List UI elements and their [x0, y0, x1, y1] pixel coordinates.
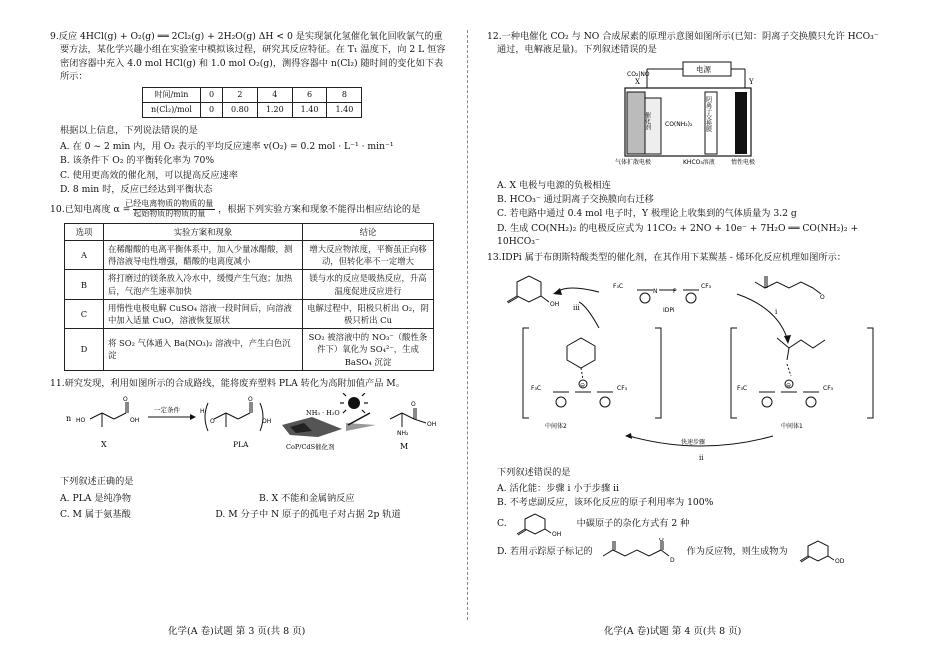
q13-option-c-text: 中碳原子的杂化方式有 2 种: [576, 518, 690, 530]
q10-stem: [50, 200, 448, 219]
svg-text:NH₂: NH₂: [397, 430, 409, 438]
q13-stem: 13.IDPi 属于布朗斯特酸类型的催化剂，在其作用下某羰基 - 烯环化反应机理如图所示：: [487, 252, 846, 264]
step-i-arrow: [737, 294, 787, 338]
electrode-x-label: X: [635, 77, 640, 86]
table-cell: 镁与水的反应是吸热反应，升高温度促进反应进行: [303, 270, 434, 299]
table-cell: 0.80: [223, 102, 258, 117]
q13-option-b: B. 不考虑副反应，该环化反应的原子利用率为 100%: [497, 497, 714, 509]
reactant-structure: [755, 276, 821, 294]
svg-text:HO: HO: [76, 417, 86, 425]
svg-text:N: N: [653, 287, 658, 295]
svg-text:OH: OH: [262, 418, 272, 426]
table-cell: C: [65, 299, 104, 328]
q13-option-c-letter: C.: [497, 518, 507, 530]
svg-text:O: O: [210, 418, 215, 426]
q10-stem-end: ，根据下列实验方案和现象不能得出相应结论的是: [218, 204, 421, 216]
svg-text:OH: OH: [427, 421, 437, 429]
reagent-label: NH₃ · H₂O: [306, 409, 340, 418]
catalytic-cycle-diagram: [487, 268, 887, 464]
step-i-label: i: [775, 307, 778, 316]
svg-text:O: O: [411, 401, 416, 409]
svg-text:CF₃: CF₃: [701, 282, 712, 290]
question-9: [50, 30, 448, 196]
reaction-arrow-head: [190, 414, 196, 420]
svg-text:OH: OH: [130, 417, 140, 425]
svg-text:O: O: [248, 396, 253, 404]
q9-option-c: C. 使用更高效的催化剂，可以提高反应速率: [60, 169, 238, 181]
step-iii-label: iii: [573, 303, 580, 312]
power-supply-label: 电源: [696, 64, 711, 74]
option-c-structure: [513, 511, 571, 537]
q11-option-c: C. M 属于氨基酸: [60, 508, 131, 520]
inert-electrode: [735, 92, 747, 154]
table-cell: 1.40: [292, 102, 327, 117]
ionization-degree-fraction: [125, 199, 215, 219]
table-cell: B: [65, 270, 104, 299]
q12-option-c: C. 若电路中通过 0.4 mol 电子时，Y 极理论上收集到的气体质量为 3.2 g: [497, 208, 797, 220]
product-structure: [507, 276, 549, 303]
q11-stem: 11.研究发现，利用如图所示的合成路线，能将废弃塑料 PLA 转化为高附加值产品 M。: [50, 377, 405, 389]
svg-text:D: D: [669, 556, 675, 564]
q10-stem-start: 10.已知电离度 α =: [50, 204, 131, 216]
intermediate-2-structure: [553, 338, 613, 407]
page-footer-right: 化学(A 卷)试题 第 4 页(共 8 页): [604, 626, 742, 637]
labeled-reactant-structure: [599, 538, 681, 566]
q11-options-row-1: [50, 491, 448, 506]
intermediate-1-structure: [759, 338, 825, 407]
svg-text:O: O: [658, 537, 664, 543]
table-row: [65, 329, 434, 371]
table-cell: 用惰性电极电解 CuSO₄ 溶液一段时间后，向溶液中加入适量 CuO，溶液恢复原状: [104, 299, 303, 328]
question-13: [487, 251, 887, 565]
right-column: [487, 30, 887, 567]
option-d-product-structure: [794, 538, 856, 566]
inert-electrode-label: 惰性电极: [731, 158, 756, 166]
q13-prompt: 下列叙述错误的是: [497, 466, 571, 478]
fraction-numerator: 已经电离物质的物质的量: [125, 199, 214, 209]
fraction-denominator: 起始物质的物质的量: [133, 209, 206, 219]
column-header: 选项: [65, 223, 104, 240]
fast-step-label: 快速步骤: [681, 438, 706, 446]
svg-text:OH: OH: [550, 300, 560, 308]
svg-text:OH: OH: [551, 530, 561, 537]
q13-option-d-text-mid: 作为反应物，则生成物为: [686, 546, 788, 558]
condition-label: 一定条件: [154, 406, 180, 415]
table-row: [65, 299, 434, 328]
svg-text:F₃C: F₃C: [531, 384, 542, 392]
intermediate-1-label: 中间体1: [781, 422, 803, 430]
svg-text:O: O: [123, 396, 128, 404]
table-cell: 4: [257, 88, 292, 103]
electrode-y-label: Y: [749, 77, 754, 86]
product-label: CO(NH₂)₂: [665, 120, 693, 128]
gde-label: 气体扩散电极: [615, 158, 652, 166]
table-cell: 增大反应物浓度，平衡虽正向移动，但转化率不一定增大: [303, 241, 434, 270]
q12-stem: 12.一种电催化 CO₂ 与 NO 合成尿素的原理示意图如图所示(已知：阴离子交换膜只允许 HCO₃⁻ 通过，电解液足量)。下列叙述错误的是: [487, 31, 879, 56]
q11-option-b: B. X 不能和金属钠反应: [259, 493, 355, 505]
q11-option-a: A. PLA 是纯净物: [60, 493, 132, 505]
table-cell: 将打磨过的镁条放入冷水中，缓慢产生气泡；加热后，气泡产生速率加快: [104, 270, 303, 299]
table-cell: 时间/min: [143, 88, 201, 103]
q11-options-row-2: [50, 507, 448, 522]
electrolyte-label: KHCO₃溶液: [683, 158, 715, 166]
table-row: [143, 88, 362, 103]
q9-data-table: [142, 87, 362, 117]
q9-stem: 9.反应 4HCl(g) + O₂(g) ══ 2Cl₂(g) + 2H₂O(g) ΔH < 0 是实现氯化氢催化氧化回收氯气的重要方法，某化学兴趣小组在实验室中模拟该过程，研究其反应特征。在 T₁ 温度下，向 2 L 恒容密闭容器中充入 4.0 mol HCl(g) 和 1.0 mol O₂(g)，测得容器中 n(Cl₂) 随时间的变化如下表所示：: [50, 31, 446, 83]
table-cell: 0: [200, 88, 222, 103]
table-cell: 0: [200, 102, 222, 117]
table-cell: A: [65, 241, 104, 270]
catalyst-label: CoP/CdS催化剂: [286, 443, 335, 452]
svg-text:F₃C: F₃C: [613, 282, 624, 290]
table-cell: 1.40: [327, 102, 362, 117]
coefficient-n-label: n: [66, 414, 72, 424]
pla-synthesis-scheme: [50, 393, 448, 475]
table-cell: D: [65, 329, 104, 371]
column-divider: [467, 30, 468, 620]
intermediate-2-bracket: [523, 328, 661, 418]
table-header-row: [65, 223, 434, 240]
table-row: [143, 102, 362, 117]
svg-text:⊖: ⊖: [786, 381, 792, 389]
svg-text:H: H: [200, 408, 205, 416]
inlet-label: CO₂|NO: [627, 70, 650, 78]
electrolysis-cell-diagram: [487, 60, 887, 178]
q11-prompt: 下列叙述正确的是: [60, 476, 134, 488]
gas-diffusion-electrode: [627, 92, 645, 154]
table-cell: 8: [327, 88, 362, 103]
svg-text:F₃C: F₃C: [737, 384, 748, 392]
table-cell: 电解过程中，阳极只析出 O₂，阴极只析出 Cu: [303, 299, 434, 328]
column-header: 实验方案和现象: [104, 223, 303, 240]
column-header: 结论: [303, 223, 434, 240]
table-cell: 2: [223, 88, 258, 103]
q9-option-d: D. 8 min 时，反应已经达到平衡状态: [60, 183, 213, 195]
idpi-catalyst-structure: [637, 287, 699, 303]
intermediate-1-bracket: [731, 328, 873, 418]
question-11: [50, 377, 448, 522]
catalyst-label: 催化剂: [643, 111, 651, 130]
intermediate-2-label: 中间体2: [545, 422, 567, 430]
page-footer-left: 化学(A 卷)试题 第 3 页(共 8 页): [168, 626, 306, 637]
table-cell: 在稀醋酸的电离平衡体系中，加入少量冰醋酸，测得溶液导电性增强，醋酸的电离度减小: [104, 241, 303, 270]
svg-text:⊖: ⊖: [580, 381, 586, 389]
left-column: [50, 30, 448, 522]
step-ii-label: ii: [699, 453, 704, 462]
svg-text:CF₃: CF₃: [617, 384, 628, 392]
q10-experiment-table: [64, 223, 434, 371]
pla-structure: [205, 402, 263, 431]
q11-option-d: D. M 分子中 N 原子的孤电子对占据 2p 轨道: [215, 508, 401, 520]
svg-text:O: O: [820, 293, 825, 301]
svg-text:P: P: [673, 287, 677, 295]
svg-text:CF₃: CF₃: [823, 384, 834, 392]
q13-option-d-text-start: D. 若用示踪原子标记的: [497, 546, 593, 558]
table-cell: 6: [292, 88, 327, 103]
q9-option-a: A. 在 0 ~ 2 min 内，用 O₂ 表示的平均反应速率 v(O₂) = 0.2 mol · L⁻¹ · min⁻¹: [60, 140, 394, 152]
pla-label: PLA: [233, 440, 249, 450]
lactic-acid-structure: [90, 402, 128, 427]
idpi-label: IDPi: [663, 306, 675, 314]
table-cell: SO₂ 被溶液中的 NO₃⁻（酸性条件下）氧化为 SO₄²⁻，生成 BaSO₄ 沉淀: [303, 329, 434, 371]
sun-icon: [340, 393, 368, 413]
table-cell: 将 SO₂ 气体通入 Ba(NO₃)₂ 溶液中，产生白色沉淀: [104, 329, 303, 371]
membrane-label: 阴离子交换膜: [704, 95, 712, 132]
q13-option-a: A. 活化能：步骤 i 小于步骤 ii: [497, 483, 619, 495]
q9-prompt: 根据以上信息，下列说法错误的是: [60, 124, 198, 136]
table-row: [65, 241, 434, 270]
q13-option-d: [497, 538, 887, 566]
question-12: [487, 30, 887, 248]
table-cell: 1.20: [257, 102, 292, 117]
q12-option-b: B. HCO₃⁻ 通过阴离子交换膜向右迁移: [497, 194, 654, 206]
table-row: [65, 270, 434, 299]
q13-option-c: [497, 511, 887, 537]
compound-m-label: M: [400, 442, 409, 452]
q9-option-b: B. 该条件下 O₂ 的平衡转化率为 70%: [60, 155, 215, 167]
question-10: [50, 200, 448, 370]
q12-option-a: A. X 电极与电源的负极相连: [497, 179, 611, 191]
svg-text:OD: OD: [834, 557, 844, 565]
compound-x-label: X: [101, 440, 107, 450]
alanine-structure: [390, 408, 426, 427]
step-iii-arrow: [557, 288, 599, 292]
table-cell: n(Cl₂)/mol: [143, 102, 201, 117]
q12-option-d: D. 生成 CO(NH₂)₂ 的电极反应式为 11CO₂ + 2NO + 10e⁻ + 7H₂O ══ CO(NH₂)₂ + 10HCO₃⁻: [497, 222, 859, 248]
